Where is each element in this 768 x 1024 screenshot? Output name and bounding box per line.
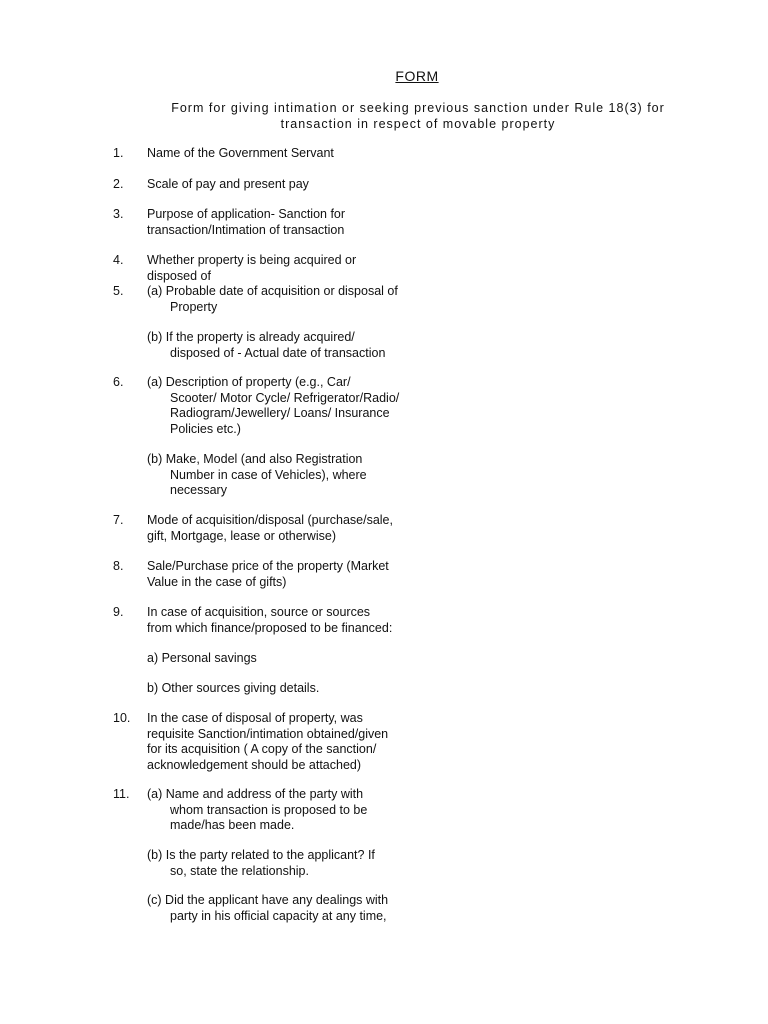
item-line: Sale/Purchase price of the property (Market	[147, 559, 389, 573]
form-subtitle	[140, 101, 696, 132]
item-text	[147, 207, 447, 238]
item-number: 8.	[113, 559, 124, 573]
item-text	[147, 681, 447, 697]
item-line: disposed of	[147, 268, 211, 283]
item-line: made/has been made.	[170, 818, 295, 832]
item-text	[147, 711, 447, 773]
item-text	[147, 513, 447, 544]
item-line: Number in case of Vehicles), where	[170, 467, 367, 482]
item-line: Value in the case of gifts)	[147, 574, 287, 589]
item-number: 5.	[113, 284, 124, 298]
item-number: 1.	[113, 146, 124, 160]
item-line: disposed of - Actual date of transaction	[170, 345, 386, 360]
item-text	[147, 330, 447, 361]
item-text	[147, 452, 447, 499]
item-text	[147, 651, 447, 667]
item-line: Policies etc.)	[170, 421, 241, 436]
item-line: party in his official capacity at any time,	[170, 908, 387, 923]
item-line: transaction/Intimation of transaction	[147, 222, 345, 237]
item-line: gift, Mortgage, lease or otherwise)	[147, 528, 336, 543]
item-text	[147, 146, 447, 162]
item-line: b) Other sources giving details.	[147, 681, 320, 695]
item-line: (a) Name and address of the party with	[147, 787, 364, 801]
item-line: (b) If the property is already acquired/	[147, 330, 355, 344]
item-number: 3.	[113, 207, 124, 221]
item-number: 10.	[113, 711, 131, 725]
item-line: (b) Make, Model (and also Registration	[147, 452, 363, 466]
item-line: In the case of disposal of property, was	[147, 711, 363, 725]
item-text	[147, 893, 447, 924]
item-line: acknowledgement should be attached)	[147, 757, 362, 772]
item-line: from which finance/proposed to be financed:	[147, 620, 393, 635]
item-line: Scooter/ Motor Cycle/ Refrigerator/Radio/	[170, 390, 400, 405]
item-line: (a) Description of property (e.g., Car/	[147, 375, 351, 389]
item-number: 6.	[113, 375, 124, 389]
item-line: Mode of acquisition/disposal (purchase/sale,	[147, 513, 393, 527]
item-text	[147, 284, 447, 315]
item-line: Name of the Government Servant	[147, 146, 334, 160]
item-number: 9.	[113, 605, 124, 619]
item-text	[147, 177, 447, 193]
item-line: Property	[170, 299, 218, 314]
item-line: (b) Is the party related to the applicant? If	[147, 848, 375, 862]
item-line: Radiogram/Jewellery/ Loans/ Insurance	[170, 406, 390, 420]
item-text	[147, 253, 447, 284]
item-line: requisite Sanction/intimation obtained/given	[147, 726, 389, 741]
item-line: Scale of pay and present pay	[147, 177, 309, 191]
subtitle-line: transaction in respect of movable property	[280, 116, 556, 131]
item-number: 7.	[113, 513, 124, 527]
item-number: 11.	[113, 787, 130, 801]
item-line: whom transaction is proposed to be	[170, 802, 368, 817]
item-text	[147, 848, 447, 879]
item-line: In case of acquisition, source or sources	[147, 605, 371, 619]
item-line: for its acquisition ( A copy of the sanction/	[147, 742, 377, 756]
item-line: Purpose of application- Sanction for	[147, 207, 346, 221]
item-line: (c) Did the applicant have any dealings with	[147, 893, 389, 907]
item-line: necessary	[170, 483, 227, 497]
item-line: Whether property is being acquired or	[147, 253, 357, 267]
item-text	[147, 787, 447, 834]
item-number: 4.	[113, 253, 124, 267]
form-title: FORM	[395, 68, 439, 84]
item-number: 2.	[113, 177, 124, 191]
subtitle-line: Form for giving intimation or seeking previous sanction under Rule 18(3) for	[171, 101, 665, 115]
item-text	[147, 605, 447, 636]
item-line: (a) Probable date of acquisition or disposal of	[147, 284, 398, 298]
item-line: a) Personal savings	[147, 651, 257, 665]
item-line: so, state the relationship.	[170, 863, 309, 878]
item-text	[147, 375, 447, 437]
item-text	[147, 559, 447, 590]
